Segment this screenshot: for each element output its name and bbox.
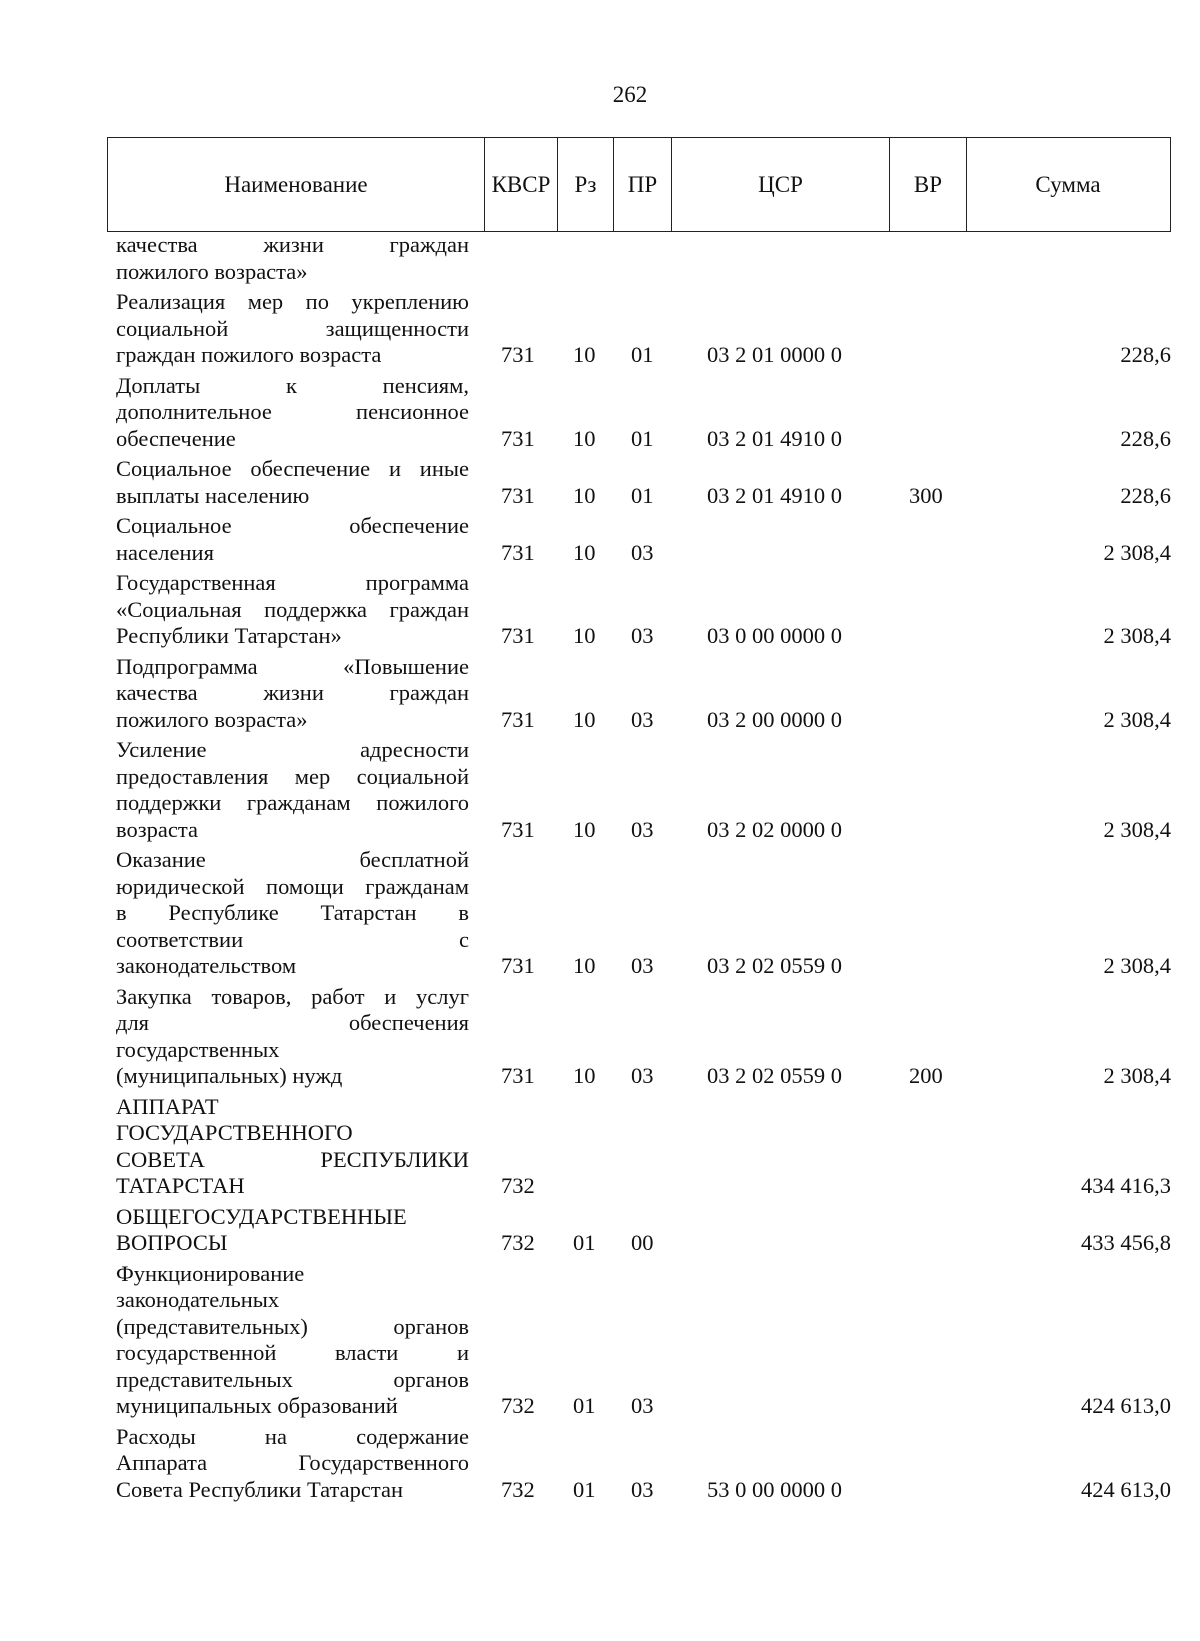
cell-kvsr: 732	[501, 1393, 535, 1418]
header-sum: Сумма	[1035, 171, 1101, 197]
row-name-line: дополнительное пенсионное	[116, 399, 469, 424]
cell-csr: 03 2 02 0559 0	[707, 1063, 842, 1088]
table-row	[107, 513, 1171, 566]
table-row	[107, 984, 1171, 1090]
row-name	[107, 654, 469, 734]
table-row	[107, 456, 1171, 509]
cell-rz: 10	[573, 482, 596, 508]
table-row	[107, 654, 1171, 734]
row-name-line: Республики Татарстан»	[116, 623, 342, 648]
cell-pr: 01	[631, 482, 654, 508]
header-vr: ВР	[890, 138, 967, 231]
cell-rz: 01	[573, 1476, 596, 1502]
cell-vr: 200	[909, 1063, 943, 1088]
cell-csr: 03 2 02 0559 0	[707, 953, 842, 978]
cell-kvsr: 731	[501, 1063, 535, 1088]
cell-pr: 03	[631, 1476, 654, 1502]
cell-sum: 228,6	[1120, 425, 1171, 451]
cell-kvsr: 731	[501, 816, 535, 842]
row-name	[107, 289, 469, 369]
cell-csr: 03 2 01 4910 0	[707, 425, 842, 451]
row-name-line: государственной власти и	[116, 1340, 469, 1365]
row-name-line: АППАРАТ	[116, 1093, 219, 1119]
row-name-line: предоставления мер социальной	[116, 763, 469, 789]
cell-kvsr: 732	[501, 1476, 535, 1502]
row-name-line: муниципальных образований	[116, 1393, 398, 1418]
table-row	[107, 1424, 1171, 1504]
cell-rz: 01	[573, 1230, 596, 1255]
cell-csr: 03 2 00 0000 0	[707, 706, 842, 732]
cell-sum: 2 308,4	[1103, 953, 1171, 978]
row-name	[107, 1094, 469, 1200]
cell-pr: 01	[631, 425, 654, 451]
row-name-line: Социальное обеспечение и иные	[116, 456, 469, 481]
table-body	[107, 232, 1171, 1507]
table-row	[107, 1094, 1171, 1200]
cell-pr: 01	[631, 342, 654, 367]
row-name-line: «Социальная поддержка граждан	[116, 596, 469, 622]
cell-pr: 03	[631, 1063, 654, 1088]
row-name-line: качества жизни граждан	[116, 232, 469, 257]
row-name-line: для обеспечения	[116, 1010, 469, 1035]
cell-kvsr: 732	[501, 1230, 535, 1255]
cell-sum: 2 308,4	[1103, 706, 1171, 732]
table-row	[107, 847, 1171, 980]
row-name-line: ТАТАРСТАН	[116, 1173, 245, 1198]
cell-pr: 03	[631, 539, 654, 565]
cell-kvsr: 731	[501, 539, 535, 565]
row-name-line: населения	[116, 539, 214, 565]
row-name-line: представительных органов	[116, 1366, 469, 1392]
row-name-line: Закупка товаров, работ и услуг	[116, 983, 469, 1009]
row-name-line: качества жизни граждан	[116, 680, 469, 705]
row-name-line: граждан пожилого возраста	[116, 342, 382, 367]
row-name-line: Оказание бесплатной	[116, 847, 469, 872]
cell-kvsr: 731	[501, 342, 535, 367]
row-name	[107, 232, 469, 285]
cell-rz: 10	[573, 1063, 596, 1088]
header-name: Наименование	[108, 138, 485, 231]
row-name-line: социальной защищенности	[116, 315, 469, 341]
row-name-line: законодательством	[116, 953, 297, 978]
table-row	[107, 1204, 1171, 1257]
cell-kvsr: 731	[501, 425, 535, 451]
row-name	[107, 984, 469, 1090]
cell-pr: 03	[631, 1393, 654, 1418]
header-csr: ЦСР	[672, 138, 890, 231]
row-name-line: (муниципальных) нужд	[116, 1063, 343, 1088]
cell-kvsr: 731	[501, 482, 535, 508]
cell-sum: 2 308,4	[1103, 623, 1171, 648]
row-name-line: юридической помощи гражданам	[116, 873, 469, 899]
page-number: 262	[612, 82, 648, 107]
table-row	[107, 289, 1171, 369]
row-name-line: обеспечение	[116, 425, 236, 451]
row-name-line: Государственная программа	[116, 570, 469, 595]
row-name-line: Социальное обеспечение	[116, 513, 469, 538]
table-row	[107, 373, 1171, 453]
cell-sum: 2 308,4	[1103, 816, 1171, 842]
cell-rz: 10	[573, 706, 596, 732]
row-name-line: Функционирование	[116, 1260, 305, 1286]
row-name-line: выплаты населению	[116, 482, 310, 508]
cell-sum: 228,6	[1120, 482, 1171, 508]
row-name-line: Доплаты к пенсиям,	[116, 372, 469, 398]
header-pr: ПР	[614, 138, 672, 231]
cell-kvsr: 732	[501, 1173, 535, 1198]
row-name-line: Реализация мер по укреплению	[116, 289, 469, 314]
cell-sum: 424 613,0	[1081, 1476, 1171, 1502]
row-name-line: ГОСУДАРСТВЕННОГО	[116, 1120, 353, 1145]
header-kvsr: КВСР	[485, 138, 558, 231]
cell-kvsr: 731	[501, 953, 535, 978]
row-name	[107, 847, 469, 980]
cell-rz: 10	[573, 342, 596, 367]
row-name-line: ВОПРОСЫ	[116, 1230, 228, 1255]
cell-sum: 2 308,4	[1103, 539, 1171, 565]
table-row	[107, 737, 1171, 843]
row-name-line: возраста	[116, 816, 198, 842]
row-name	[107, 456, 469, 509]
cell-pr: 03	[631, 953, 654, 978]
row-name	[107, 737, 469, 843]
row-name-line: пожилого возраста»	[116, 258, 308, 284]
cell-sum: 228,6	[1120, 342, 1171, 367]
row-name-line: ОБЩЕГОСУДАРСТВЕННЫЕ	[116, 1203, 407, 1229]
cell-rz: 10	[573, 425, 596, 451]
row-name-line: Подпрограмма «Повышение	[116, 653, 469, 679]
row-name-line: государственных	[116, 1036, 280, 1062]
table-row	[107, 570, 1171, 650]
row-name-line: соответствии с	[116, 926, 469, 952]
cell-csr: 03 2 01 4910 0	[707, 482, 842, 508]
row-name-line: Совета Республики Татарстан	[116, 1476, 404, 1502]
cell-pr: 03	[631, 623, 654, 648]
row-name-line: Расходы на содержание	[116, 1423, 469, 1449]
cell-pr: 03	[631, 706, 654, 732]
table-row	[107, 232, 1171, 285]
row-name	[107, 1424, 469, 1504]
row-name	[107, 1261, 469, 1420]
cell-rz: 10	[573, 953, 596, 978]
cell-rz: 01	[573, 1393, 596, 1418]
cell-sum: 434 416,3	[1081, 1173, 1171, 1198]
table-row	[107, 1261, 1171, 1420]
cell-vr: 300	[909, 482, 943, 508]
row-name-line: поддержки гражданам пожилого	[116, 790, 469, 815]
row-name	[107, 373, 469, 453]
row-name-line: Аппарата Государственного	[116, 1450, 469, 1475]
table-header	[107, 137, 1171, 232]
cell-rz: 10	[573, 816, 596, 842]
cell-rz: 10	[573, 623, 596, 648]
cell-kvsr: 731	[501, 706, 535, 732]
cell-csr: 53 0 00 0000 0	[707, 1476, 842, 1502]
cell-sum: 433 456,8	[1081, 1230, 1171, 1255]
cell-sum: 424 613,0	[1081, 1393, 1171, 1418]
row-name-line: в Республике Татарстан в	[116, 900, 469, 925]
row-name-line: пожилого возраста»	[116, 706, 308, 732]
cell-sum: 2 308,4	[1103, 1063, 1171, 1088]
cell-pr: 03	[631, 816, 654, 842]
row-name	[107, 1204, 469, 1257]
cell-csr: 03 2 01 0000 0	[707, 342, 842, 367]
header-rz: Рз	[558, 138, 614, 231]
cell-csr: 03 2 02 0000 0	[707, 816, 842, 842]
cell-kvsr: 731	[501, 623, 535, 648]
row-name	[107, 513, 469, 566]
cell-rz: 10	[573, 539, 596, 565]
row-name-line: СОВЕТА РЕСПУБЛИКИ	[116, 1146, 469, 1172]
row-name-line: (представительных) органов	[116, 1313, 469, 1339]
cell-pr: 00	[631, 1230, 654, 1255]
row-name-line: законодательных	[116, 1287, 280, 1312]
row-name	[107, 570, 469, 650]
row-name-line: Усиление адресности	[116, 737, 469, 762]
cell-csr: 03 0 00 0000 0	[707, 623, 842, 648]
